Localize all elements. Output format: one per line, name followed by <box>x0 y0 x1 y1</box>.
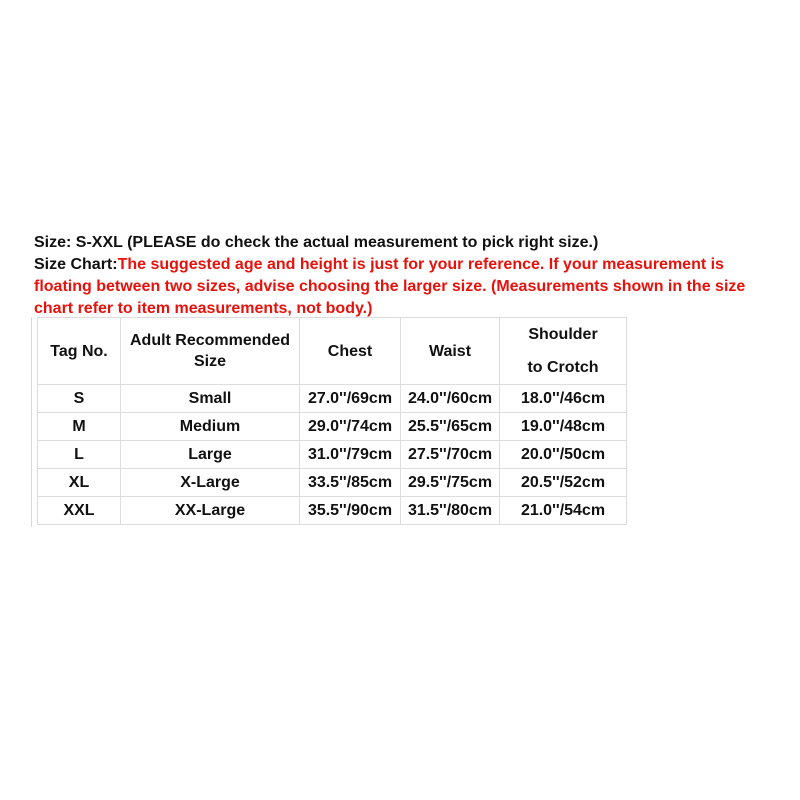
cell-size: Small <box>121 385 300 413</box>
cell-size: Medium <box>121 413 300 441</box>
cell-size: X-Large <box>121 469 300 497</box>
cell-shoulder: 18.0''/46cm <box>500 385 627 413</box>
header-chest: Chest <box>300 318 401 385</box>
cell-tag: XXL <box>38 497 121 525</box>
cell-chest: 31.0''/79cm <box>300 441 401 469</box>
size-info-text <box>34 232 774 320</box>
cell-chest: 33.5''/85cm <box>300 469 401 497</box>
header-shoulder-to-crotch <box>500 318 627 385</box>
cell-shoulder: 21.0''/54cm <box>500 497 627 525</box>
header-waist: Waist <box>401 318 500 385</box>
cell-shoulder: 20.0''/50cm <box>500 441 627 469</box>
cell-tag: M <box>38 413 121 441</box>
size-range-label: Size: S-XXL ( <box>34 234 133 251</box>
cell-chest: 27.0''/69cm <box>300 385 401 413</box>
cell-shoulder: 20.5''/52cm <box>500 469 627 497</box>
cell-waist: 29.5''/75cm <box>401 469 500 497</box>
table-row <box>38 469 627 497</box>
table-row <box>38 497 627 525</box>
cell-chest: 29.0''/74cm <box>300 413 401 441</box>
cell-size: XX-Large <box>121 497 300 525</box>
cell-waist: 27.5''/70cm <box>401 441 500 469</box>
cell-chest: 35.5''/90cm <box>300 497 401 525</box>
table-row <box>38 385 627 413</box>
please-emphasis: PLEASE <box>132 234 197 251</box>
header-recommended-size <box>121 318 300 385</box>
size-chart-table <box>37 317 627 525</box>
cell-shoulder: 19.0''/48cm <box>500 413 627 441</box>
cell-tag: XL <box>38 469 121 497</box>
cell-waist: 25.5''/65cm <box>401 413 500 441</box>
size-range-line <box>34 232 774 254</box>
reference-note-line1: The suggested age and height is just for your reference. If your measurement is <box>117 256 724 273</box>
cell-tag: S <box>38 385 121 413</box>
size-chart-line <box>34 254 774 276</box>
reference-note-line2: floating between two sizes, advise choosing the larger size. (Measurements shown in the size <box>34 278 746 295</box>
table-row <box>38 441 627 469</box>
table-row <box>38 413 627 441</box>
cell-size: Large <box>121 441 300 469</box>
header-shoulder-line1: Shoulder <box>528 326 598 343</box>
size-chart-label: Size Chart: <box>34 256 118 273</box>
header-tag-no: Tag No. <box>38 318 121 385</box>
header-recommended-line2: Size <box>193 353 226 370</box>
size-check-note: do check the actual measurement to pick right size.) <box>196 234 599 251</box>
cell-tag: L <box>38 441 121 469</box>
table-header-row <box>38 318 627 385</box>
header-recommended-line1: Adult Recommended <box>129 332 290 349</box>
header-shoulder-line2: to Crotch <box>527 359 599 376</box>
left-border-rule <box>31 317 32 527</box>
cell-waist: 31.5''/80cm <box>401 497 500 525</box>
cell-waist: 24.0''/60cm <box>401 385 500 413</box>
reference-note-line3: chart refer to item measurements, not body.) <box>34 300 373 317</box>
